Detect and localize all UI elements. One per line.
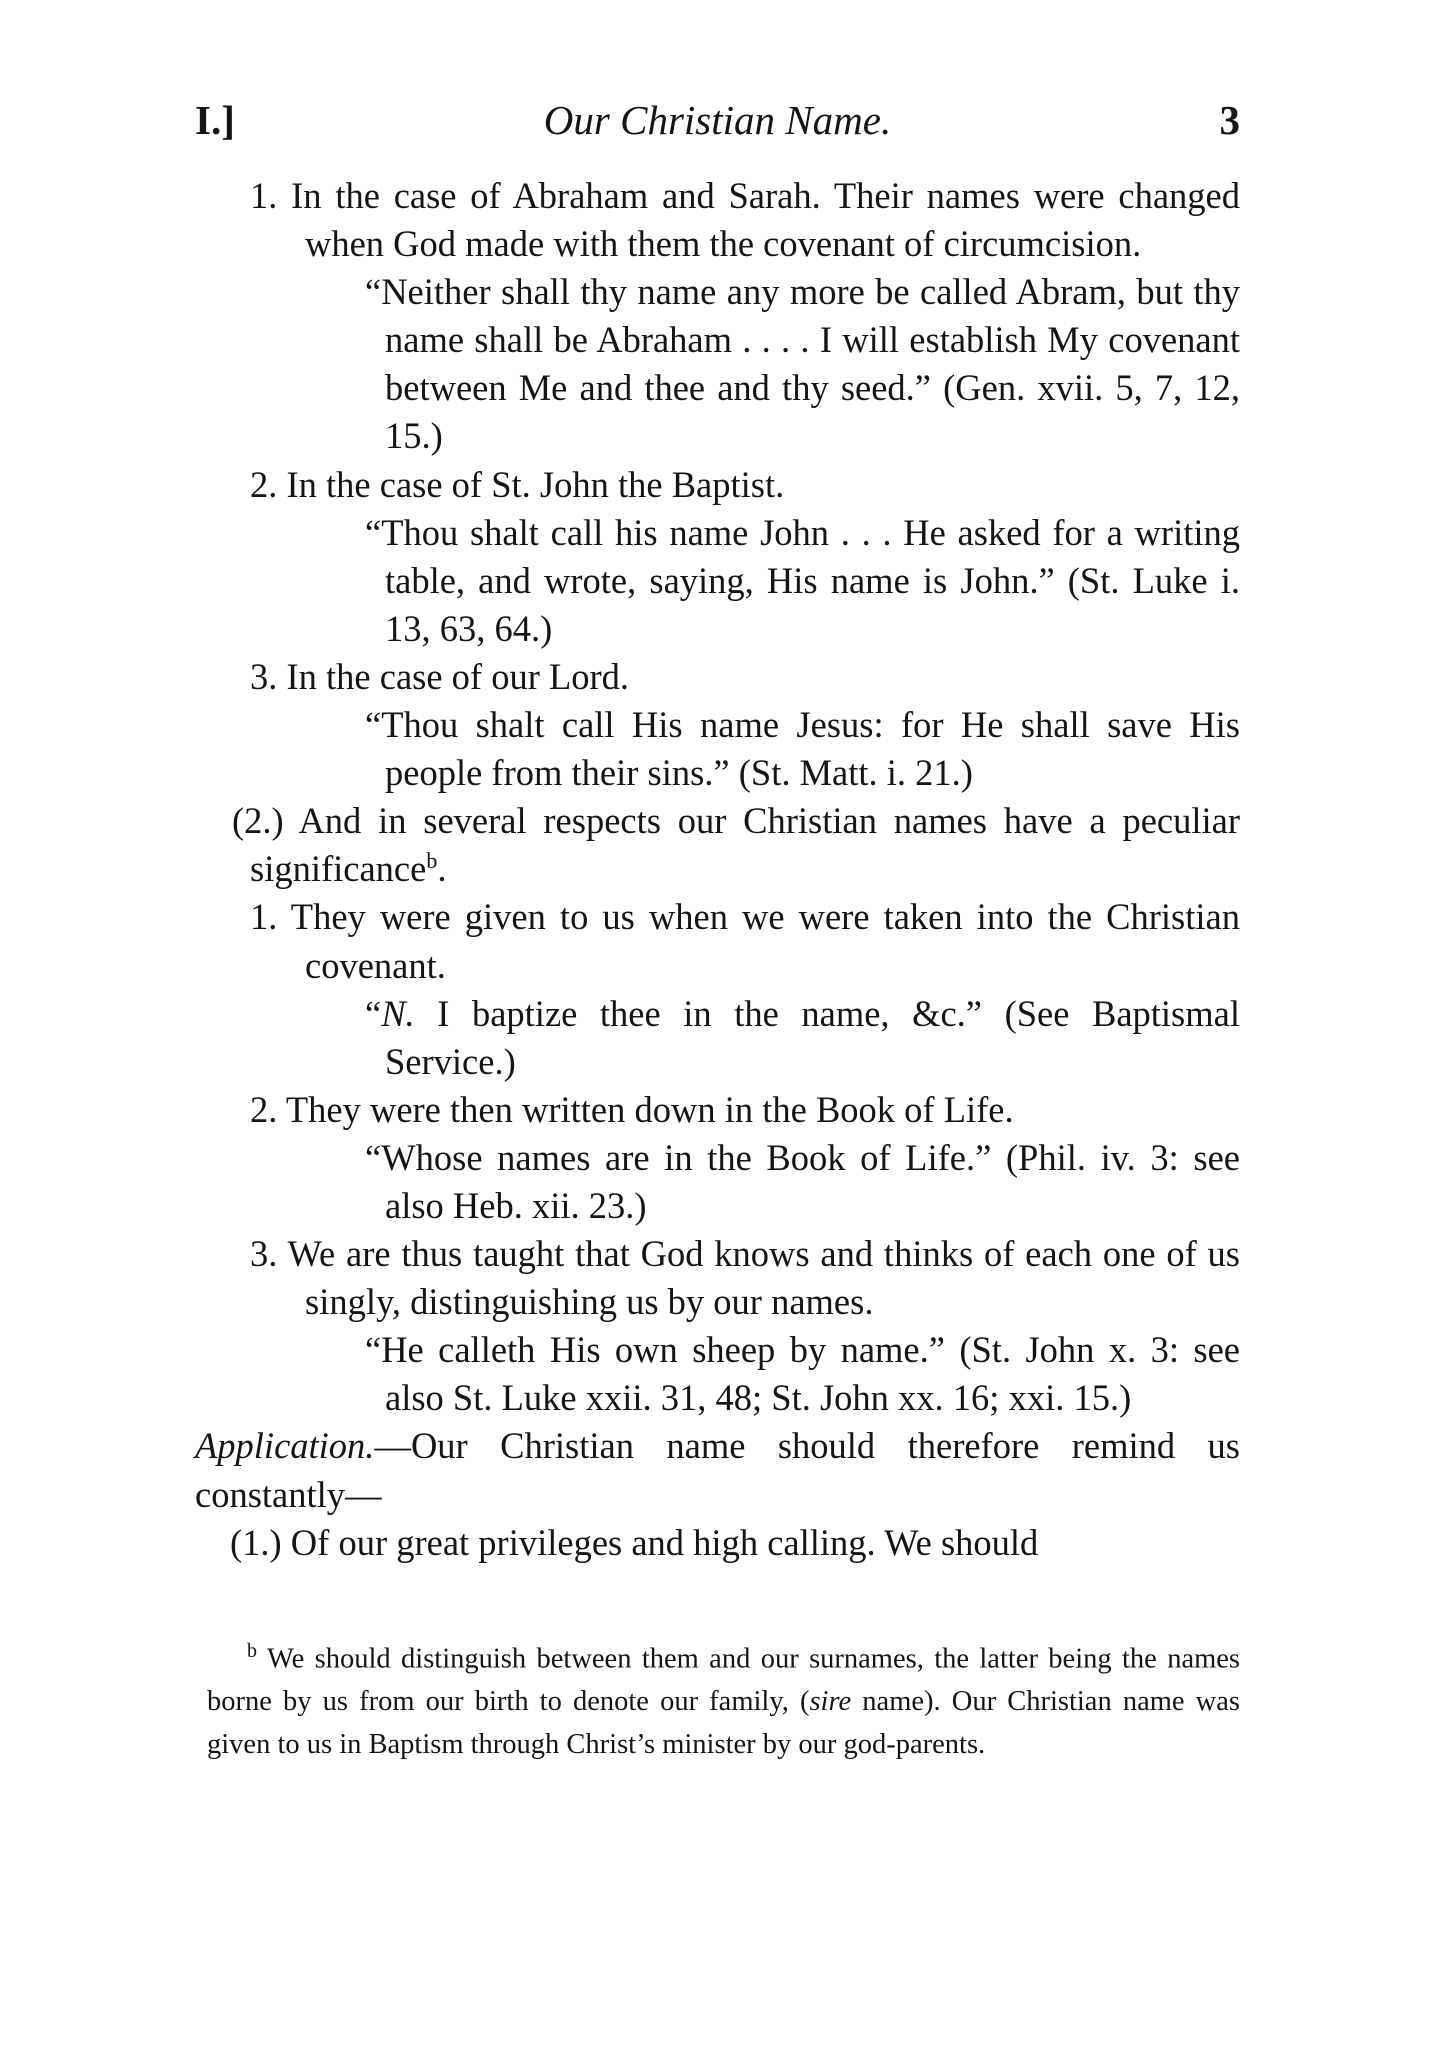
- point-abraham-sarah: 1. In the case of Abraham and Sarah. Their names were changed when God made with them the covenant of circumcision.: [250, 175, 1240, 265]
- point-john-baptist: 2. In the case of St. John the Baptist.: [250, 463, 785, 505]
- point-significance: [232, 797, 1240, 893]
- quote-italic-n: N.: [381, 992, 415, 1034]
- quote-baptismal-service: [250, 990, 1240, 1086]
- point-our-lord: 3. In the case of our Lord.: [250, 655, 630, 697]
- quote-open: “: [365, 992, 382, 1034]
- page-number: 3: [1219, 97, 1240, 143]
- application-point-1: (1.) Of our great privileges and high calling. We should: [230, 1521, 1039, 1563]
- footnote-text-1: We should distinguish between them and our surnames, the latter being the names borne by us from our birth to denote our family, (: [207, 1643, 1240, 1717]
- point-covenant: 1. They were given to us when we were taken into the Christian covenant.: [250, 896, 1240, 986]
- footnote-mark: b: [247, 1640, 257, 1662]
- footnote-text-2: name). Our Christian name was given to us in Baptism through Christ’s minister by our god-parents.: [207, 1686, 1240, 1760]
- footnote-reference: b: [426, 848, 438, 874]
- quote-philippians: “Whose names are in the Book of Life.” (Phil. iv. 3: see also Heb. xii. 23.): [365, 1136, 1240, 1226]
- footnote-italic: sire: [809, 1686, 852, 1717]
- significance-text: (2.) And in several respects our Christian names have a peculiar significance: [232, 800, 1240, 890]
- quote-john: “He calleth His own sheep by name.” (St. John x. 3: see also St. Luke xxii. 31, 48; St. John xx. 16; xxi. 15.): [365, 1329, 1240, 1419]
- chapter-marker: I.]: [195, 97, 235, 143]
- application-label: Application.: [195, 1425, 375, 1467]
- body-text: [195, 172, 1240, 1567]
- point-book-of-life: 2. They were then written down in the Book of Life.: [250, 1088, 1014, 1130]
- running-head: [195, 96, 1240, 156]
- application-paragraph: [195, 1422, 1240, 1518]
- significance-end: .: [437, 848, 447, 890]
- quote-matthew: “Thou shalt call His name Jesus: for He shall save His people from their sins.” (St. Matt. i. 21.): [365, 704, 1240, 794]
- footnote: [207, 1630, 1240, 1766]
- quote-luke: “Thou shalt call his name John . . . He asked for a writing table, and wrote, saying, His name is John.” (St. Luke i. 13, 63, 64.): [365, 511, 1240, 649]
- quote-genesis: “Neither shall thy name any more be called Abram, but thy name shall be Abraham . . . . I will establish My covenant between Me and thee and thy seed.” (Gen. xvii. 5, 7, 12, 15.): [365, 271, 1240, 457]
- page-title: Our Christian Name.: [543, 97, 892, 143]
- application-text: —Our Christian name should therefore remind us constantly—: [195, 1425, 1240, 1515]
- point-god-knows: 3. We are thus taught that God knows and thinks of each one of us singly, distinguishing us by our names.: [250, 1233, 1240, 1323]
- quote-rest: I baptize thee in the name, &c.” (See Baptismal Service.): [385, 992, 1240, 1082]
